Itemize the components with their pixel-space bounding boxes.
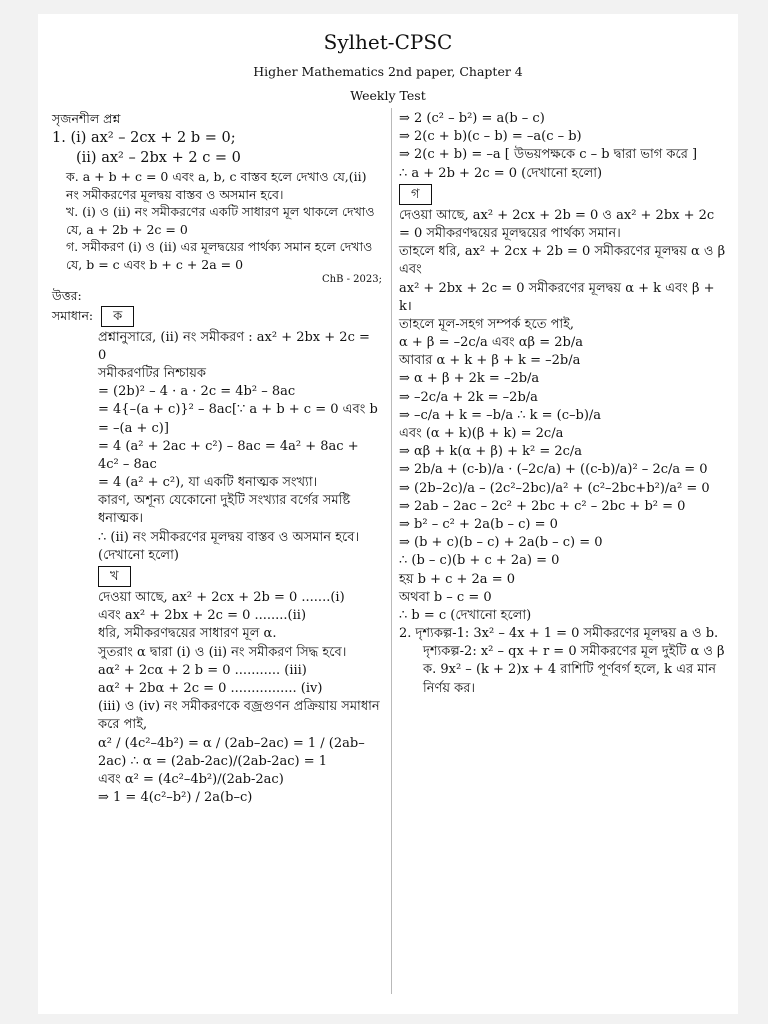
left-column [52, 110, 382, 807]
right-line-10 [399, 352, 727, 370]
left-line-23 [52, 680, 382, 698]
left-line-26 [52, 771, 382, 789]
text-line: aα² + 2cα + 2 b = 0 ........... (iii) [98, 662, 307, 678]
text-line: aα² + 2bα + 2c = 0 ................ (iv) [98, 680, 323, 696]
text-line: ক. 9x² – (k + 2)x + 4 রাশিটি পূর্ণবর্গ হলে, k এর মান নির্ণয় কর। [423, 662, 717, 696]
right-line-1 [399, 128, 727, 146]
left-line-25 [52, 735, 382, 771]
text-line: দেওয়া আছে, ax² + 2cx + 2b = 0 .......(i) [98, 590, 345, 606]
text-line: ⇒ 2 (c² – b²) = a(b – c) [399, 111, 545, 126]
left-line-1 [52, 128, 382, 148]
text-line: গ. সমীকরণ (i) ও (ii) এর মূলদ্বয়ের পার্থক্য সমান হলে দেখাও যে, b = c এবং b + c + 2a = 0 [66, 239, 373, 272]
right-line-25 [399, 625, 727, 643]
text-line: ⇒ 2(c + b)(c – b) = –a(c – b) [399, 129, 582, 145]
right-line-23 [399, 589, 727, 607]
left-line-21 [52, 644, 382, 662]
left-line-12 [52, 401, 382, 437]
right-line-3 [399, 165, 727, 183]
left-line-0 [52, 110, 382, 128]
text-line: এবং (α + k)(β + k) = 2c/a [399, 426, 564, 441]
text-line: ⇒ αβ + k(α + β) + k² = 2c/a [399, 444, 583, 460]
text-line: খ. (i) ও (ii) নং সমীকরণের একটি সাধারণ মূল থাকলে দেখাও যে, a + 2b + 2c = 0 [66, 204, 375, 237]
left-line-6 [52, 273, 382, 287]
left-line-5 [52, 238, 382, 273]
left-line-3 [52, 168, 382, 203]
left-line-20 [52, 625, 382, 643]
text-line: হয় b + c + 2a = 0 [399, 571, 515, 587]
test-label: Weekly Test [350, 88, 426, 103]
text-line: ধরি, সমীকরণদ্বয়ের সাধারণ মূল α. [98, 626, 277, 642]
text-line: ⇒ 2ab – 2ac – 2c² + 2bc + c² – 2bc + b² = 0 [399, 498, 686, 514]
right-line-15 [399, 443, 727, 461]
text-line: দৃশ্যকল্প-2: x² – qx + r = 0 সমীকরণের মূল দুইটি α ও β [423, 644, 725, 660]
text-line: ax² + 2bx + 2c = 0 সমীকরণের মূলদ্বয় α + k এবং β + k। [399, 280, 715, 314]
worksheet-page [38, 14, 738, 1014]
right-column [399, 110, 727, 698]
right-line-17 [399, 480, 727, 498]
text-line: ⇒ α + β + 2k = –2b/a [399, 371, 540, 387]
left-line-27 [52, 789, 382, 807]
text-line: 1. (i) ax² – 2cx + 2 b = 0; [52, 129, 236, 146]
column-divider [391, 108, 392, 994]
text-line: ক. a + b + c = 0 এবং a, b, c বাস্তব হলে দেখাও যে,(ii) নং সমীকরণের মূলদ্বয় বাস্তব ও অসমান হবে। [66, 169, 367, 202]
text-line: = 4 (a² + c²), যা একটি ধনাত্মক সংখ্যা। [98, 475, 318, 491]
left-line-15 [52, 492, 382, 528]
left-line-4 [52, 203, 382, 238]
text-line: = 4{–(a + c)}² – 8ac[∵ a + b + c = 0 এবং b = –(a + c)] [98, 402, 378, 436]
left-line-10 [52, 365, 382, 383]
text-line: ⇒ 2b/a + (c-b)/a · (–2c/a) + ((c-b)/a)² – 2c/a = 0 [399, 462, 708, 478]
left-line-14 [52, 474, 382, 492]
text-line: কারণ, অশূন্য যেকোনো দুইটি সংখ্যার বর্গের সমষ্টি ধনাত্মক। [98, 493, 351, 527]
right-line-22 [399, 571, 727, 589]
text-line: এবং ax² + 2bx + 2c = 0 ........(ii) [98, 608, 307, 624]
left-line-11 [52, 383, 382, 401]
text-line: 2. দৃশ্যকল্প-1: 3x² – 4x + 1 = 0 সমীকরণের মূলদ্বয় a ও b. [399, 626, 719, 642]
text-line: তাহলে মূল-সহগ সম্পর্ক হতে পাই, [399, 316, 575, 332]
text-line: ⇒ b² – c² + 2a(b – c) = 0 [399, 516, 558, 532]
text-line: সমীকরণটির নিশ্চায়ক [98, 365, 207, 381]
right-line-12 [399, 389, 727, 407]
left-line-7 [52, 287, 382, 305]
text-line: তাহলে ধরি, ax² + 2cx + 2b = 0 সমীকরণের মূলদ্বয় α ও β এবং [399, 244, 726, 278]
text-line: ⇒ 2(c + b) = –a [ উভয়পক্ষকে c – b দ্বারা ভাগ করে ] [399, 147, 698, 163]
right-line-5 [399, 207, 727, 243]
text-line: এবং α² = (4c²–4b²)/(2ab-2ac) [98, 771, 284, 787]
left-line-8 [52, 305, 382, 329]
left-line-2 [52, 148, 382, 168]
text-line: = 4 (a² + 2ac + c²) – 8ac = 4a² + 8ac + 4c² – 8ac [98, 438, 359, 472]
right-line-24 [399, 607, 727, 625]
page-subtitle: Higher Mathematics 2nd paper, Chapter 4 [253, 64, 523, 79]
text-line: (ii) ax² – 2bx + 2 c = 0 [76, 149, 241, 166]
right-line-13 [399, 407, 727, 425]
text-line: দেওয়া আছে, ax² + 2cx + 2b = 0 ও ax² + 2bx + 2c = 0 সমীকরণদ্বয়ের মূলদ্বয়ের পার্থক্য সমান। [399, 207, 715, 241]
right-line-20 [399, 534, 727, 552]
section-label-box: খ [98, 566, 131, 587]
text-line: ∴ b = c (দেখানো হলো) [399, 607, 532, 623]
page-title: Sylhet-CPSC [323, 30, 453, 54]
text-line: আবার α + k + β + k = –2b/a [399, 353, 581, 369]
left-line-24 [52, 698, 382, 734]
right-line-4 [399, 183, 727, 207]
text-line: α + β = –2c/a এবং αβ = 2b/a [399, 335, 583, 351]
right-line-6 [399, 243, 727, 279]
section-label-box: গ [399, 184, 432, 205]
text-line: ∴ (b – c)(b + c + 2a) = 0 [399, 553, 560, 569]
right-line-2 [399, 146, 727, 164]
text-line: = (2b)² – 4 · a · 2c = 4b² – 8ac [98, 384, 296, 400]
right-line-18 [399, 498, 727, 516]
text-line: ⇒ 1 = 4(c²–b²) / 2a(b–c) [98, 790, 253, 806]
text-line: ∴ (ii) নং সমীকরণের মূলদ্বয় বাস্তব ও অসমান হবে। (দেখানো হলো) [98, 529, 360, 563]
text-line: ∴ a + 2b + 2c = 0 (দেখানো হলো) [399, 165, 603, 181]
right-line-26 [399, 643, 727, 661]
text-line: ⇒ (b + c)(b – c) + 2a(b – c) = 0 [399, 535, 603, 551]
left-line-16 [52, 529, 382, 565]
right-line-21 [399, 552, 727, 570]
text-line: উত্তর: [52, 288, 82, 304]
text-line: α² / (4c²–4b²) = α / (2ab–2ac) = 1 / (2ab–2ac) ∴ α = (2ab-2ac)/(2ab-2ac) = 1 [98, 735, 365, 769]
text-line: ⇒ (2b–2c)/a – (2c²–2bc)/a² + (c²–2bc+b²)/a² = 0 [399, 480, 710, 496]
text-line: সুতরাং α দ্বারা (i) ও (ii) নং সমীকরণ সিদ্ধ হবে। [98, 644, 347, 660]
right-line-8 [399, 316, 727, 334]
section-label-box: ক [101, 306, 134, 327]
left-line-9 [52, 329, 382, 365]
right-line-19 [399, 516, 727, 534]
text-line: প্রশ্নানুসারে, (ii) নং সমীকরণ : ax² + 2bx + 2c = 0 [98, 329, 370, 363]
right-line-14 [399, 425, 727, 443]
text-line: ChB - 2023; [322, 274, 382, 286]
left-line-18 [52, 589, 382, 607]
text-line: ⇒ –c/a + k = –b/a ∴ k = (c–b)/a [399, 407, 602, 423]
left-line-22 [52, 662, 382, 680]
text-line: সৃজনশীল প্রশ্ন [52, 111, 121, 126]
right-line-11 [399, 370, 727, 388]
text-line: (iii) ও (iv) নং সমীকরণকে বজ্রগুণন প্রক্রিয়ায় সমাধান করে পাই, [98, 699, 380, 733]
left-line-17 [52, 565, 382, 589]
text-line: অথবা b – c = 0 [399, 589, 492, 605]
text-line: ⇒ –2c/a + 2k = –2b/a [399, 389, 538, 405]
right-line-27 [399, 661, 727, 697]
right-line-16 [399, 461, 727, 479]
text-line: সমাধান: [52, 307, 94, 323]
right-line-9 [399, 334, 727, 352]
left-line-19 [52, 607, 382, 625]
left-line-13 [52, 438, 382, 474]
right-line-7 [399, 280, 727, 316]
right-line-0 [399, 110, 727, 128]
